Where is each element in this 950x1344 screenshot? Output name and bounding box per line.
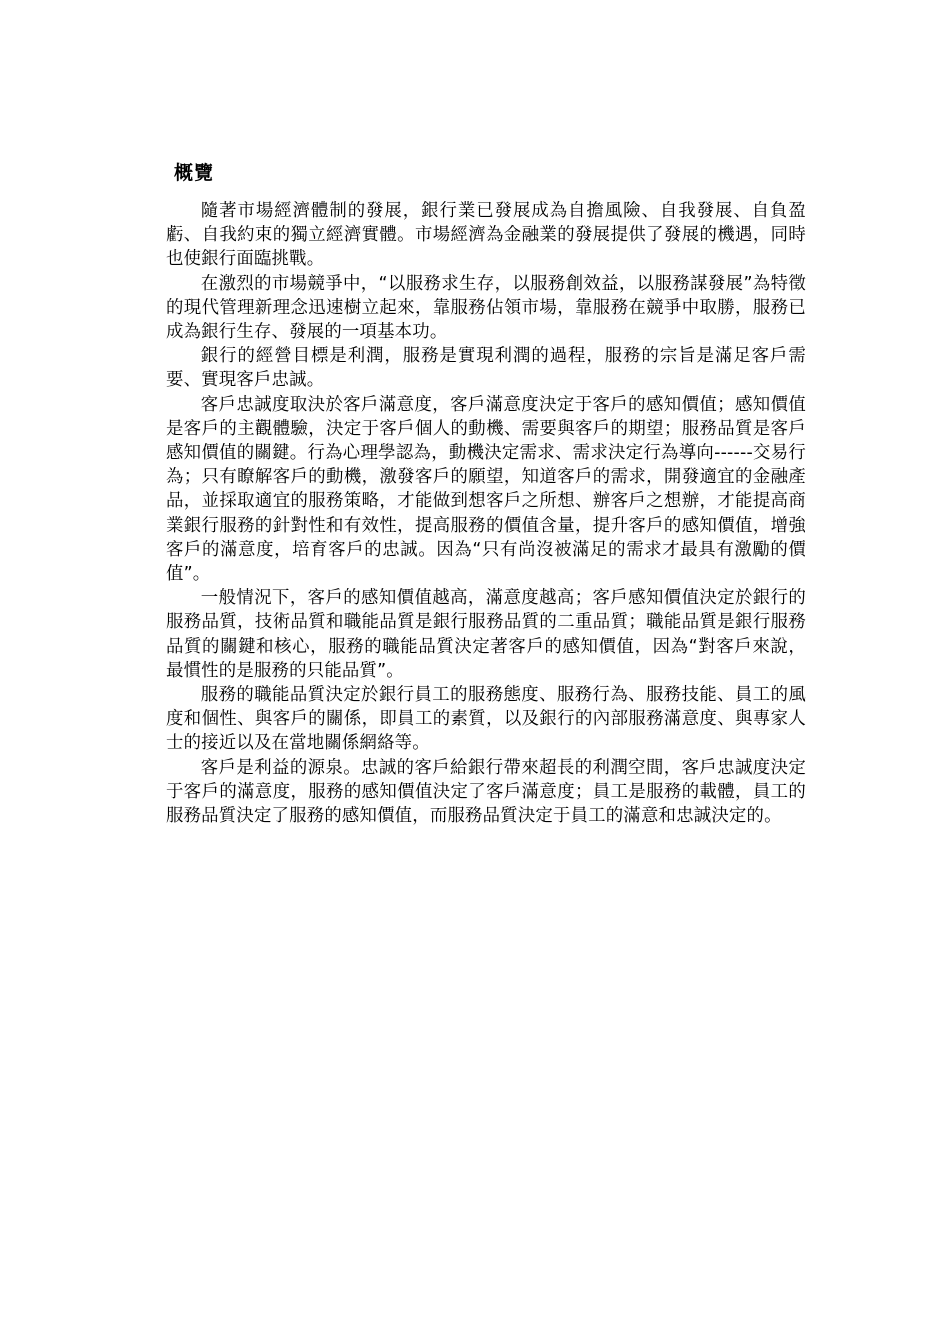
paragraph-6: 服務的職能品質決定於銀行員工的服務態度、服務行為、服務技能、員工的風度和個性、與客戶的關係，即員工的素質，以及銀行的內部服務滿意度、與專家人士的接近以及在當地關係網絡等。 [166,685,806,754]
paragraph-7: 客戶是利益的源泉。忠誠的客戶給銀行帶來超長的利潤空間，客戶忠誠度決定于客戶的滿意度，服務的感知價值決定了客戶滿意度；員工是服務的載體，員工的服務品質決定了服務的感知價值，而服務品質決定于員工的滿意和忠誠決定的。 [166,757,806,827]
paragraph-1: 隨著市場經濟體制的發展，銀行業已發展成為自擔風險、自我發展、自負盈虧、自我約束的獨立經濟實體。市場經濟為金融業的發展提供了發展的機遇，同時也使銀行面臨挑戰。 [166,201,806,270]
paragraph-2: 在激烈的市場競爭中，“以服務求生存，以服務創效益，以服務謀發展”為特徵的現代管理新理念迅速樹立起來，靠服務佔領市場，靠服務在競爭中取勝，服務已成為銀行生存、發展的一項基本功。 [166,273,806,343]
section-heading: 概覽 [174,162,215,184]
paragraph-5: 一般情況下，客戶的感知價值越高，滿意度越高；客戶感知價值決定於銀行的服務品質，技術品質和職能品質是銀行服務品質的二重品質；職能品質是銀行服務品質的關鍵和核心，服務的職能品質決定著客戶的感知價值，因為“對客戶來說，最慣性的是服務的只能品質”。 [166,588,806,681]
paragraph-3: 銀行的經營目標是利潤，服務是實現利潤的過程，服務的宗旨是滿足客戶需要、實現客戶忠誠。 [166,346,806,391]
paragraph-4: 客戶忠誠度取決於客戶滿意度，客戶滿意度決定于客戶的感知價值；感知價值是客戶的主觀體驗，決定于客戶個人的動機、需要與客戶的期望；服務品質是客戶感知價值的關鍵。行為心理學認為，動機決定需求、需求決定行為導向------交易行為；只有瞭解客戶的動機，激發客戶的願望，知道客戶的需求，開發適宜的金融產品，並採取適宜的服務策略，才能做到想客戶之所想、辦客戶之想辦，才能提高商業銀行服務的針對性和有效性，提高服務的價值含量，提升客戶的感知價值，增強客戶的滿意度，培育客戶的忠誠。因為“只有尚沒被滿足的需求才最具有激勵的價值”。 [166,394,806,585]
body-text [166,199,806,828]
